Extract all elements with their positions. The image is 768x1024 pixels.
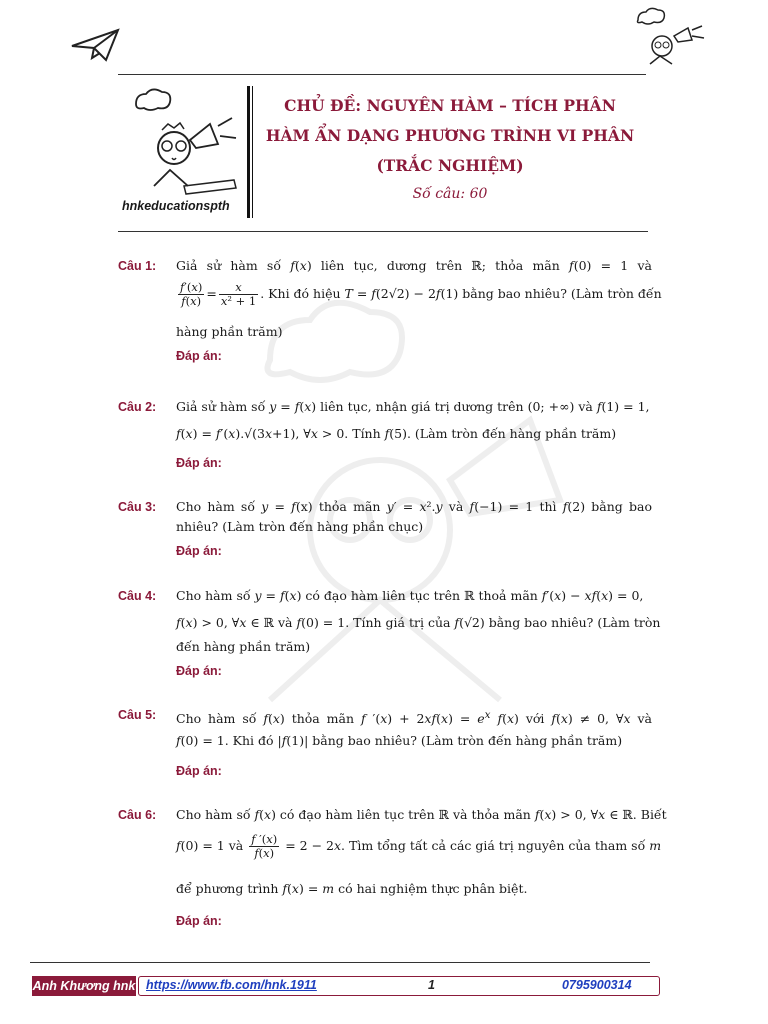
page-title-line-2: HÀM ẨN DẠNG PHƯƠNG TRÌNH VI PHÂN [265, 126, 635, 145]
question-count: Số câu: 60 [412, 186, 488, 202]
question-text: Giả sử hàm số y = f(x) liên tục, nhận giá trị dương trên (0; +∞) và f(1) = 1, [176, 399, 650, 414]
footer-rule [30, 962, 650, 963]
paper-plane-icon [70, 26, 122, 66]
answer-label: Đáp án: [176, 914, 222, 928]
header-bottom-rule [118, 231, 648, 232]
answer-label: Đáp án: [176, 764, 222, 778]
question-label: Câu 6: [118, 808, 157, 822]
page-title-line-3: (TRẮC NGHIỆM) [376, 156, 524, 175]
header-divider-thin [252, 86, 253, 218]
page-number: 1 [428, 978, 435, 992]
question-text: f(0) = 1. Khi đó |f(1)| bằng bao nhiêu? (Làm tròn đến hàng phần trăm) [176, 733, 623, 748]
brand-name: hnkeducationspth [122, 199, 230, 213]
question-text: f(0) = 1 và $\frac{f '(x)}{f(x)}$ = 2 − 2x. Tìm tổng tất cả các giá trị nguyên của tham số m [176, 832, 662, 860]
answer-label: Đáp án: [176, 456, 222, 470]
question-text: Cho hàm số y = f(x) thỏa mãn y′ = x².y và f(−1) = 1 thì f(2) bằng bao [176, 499, 652, 514]
header-divider [247, 86, 250, 218]
question-text: Cho hàm số f(x) có đạo hàm liên tục trên ℝ và thỏa mãn f(x) > 0, ∀x ∈ ℝ. Biết [176, 807, 667, 822]
header-top-rule [118, 74, 646, 75]
question-text: nhiêu? (Làm tròn đến hàng phần chục) [176, 519, 424, 534]
answer-label: Đáp án: [176, 349, 222, 363]
question-label: Câu 3: [118, 500, 157, 514]
footer-facebook-link[interactable]: https://www.fb.com/hnk.1911 [146, 978, 317, 992]
question-text: Cho hàm số y = f(x) có đạo hàm liên tục trên ℝ thoả mãn f′(x) − xf(x) = 0, [176, 588, 644, 603]
footer-phone: 0795900314 [562, 978, 632, 992]
footer-author: Anh Khương hnk [32, 976, 136, 996]
question-text: f(x) = f′(x).√(3x+1), ∀x > 0. Tính f(5). (Làm tròn đến hàng phần trăm) [176, 426, 617, 441]
answer-label: Đáp án: [176, 544, 222, 558]
question-label: Câu 5: [118, 708, 157, 722]
question-text: để phương trình f(x) = m có hai nghiệm thực phân biệt. [176, 881, 528, 896]
question-text: f(x) > 0, ∀x ∈ ℝ và f(0) = 1. Tính giá trị của f(√2) bằng bao nhiêu? (Làm tròn [176, 615, 661, 630]
question-label: Câu 2: [118, 400, 157, 414]
question-text: Cho hàm số f(x) thỏa mãn f $'(x) + 2xf(x) = e^x$ f(x) với f(x) ≠ 0, ∀x và [176, 709, 652, 727]
question-label: Câu 4: [118, 589, 157, 603]
question-label: Câu 1: [118, 259, 157, 273]
question-text: hàng phần trăm) [176, 324, 283, 339]
answer-label: Đáp án: [176, 664, 222, 678]
question-text: Giả sử hàm số f(x) liên tục, dương trên ℝ; thỏa mãn f(0) = 1 và [176, 258, 652, 273]
question-text: $\frac{f'(x)}{f(x)}$ = $\frac{x}{\text{x² + 1}}$ . Khi đó hiệu T = f(2√2) − 2f(1) bằng bao nhiêu? (Làm tròn đến [180, 280, 662, 308]
page-title-line-1: CHỦ ĐỀ: NGUYÊN HÀM – TÍCH PHÂN [284, 96, 616, 115]
mascot-logo-icon [124, 86, 246, 198]
question-text: đến hàng phần trăm) [176, 639, 311, 654]
mascot-corner-icon [630, 6, 710, 76]
